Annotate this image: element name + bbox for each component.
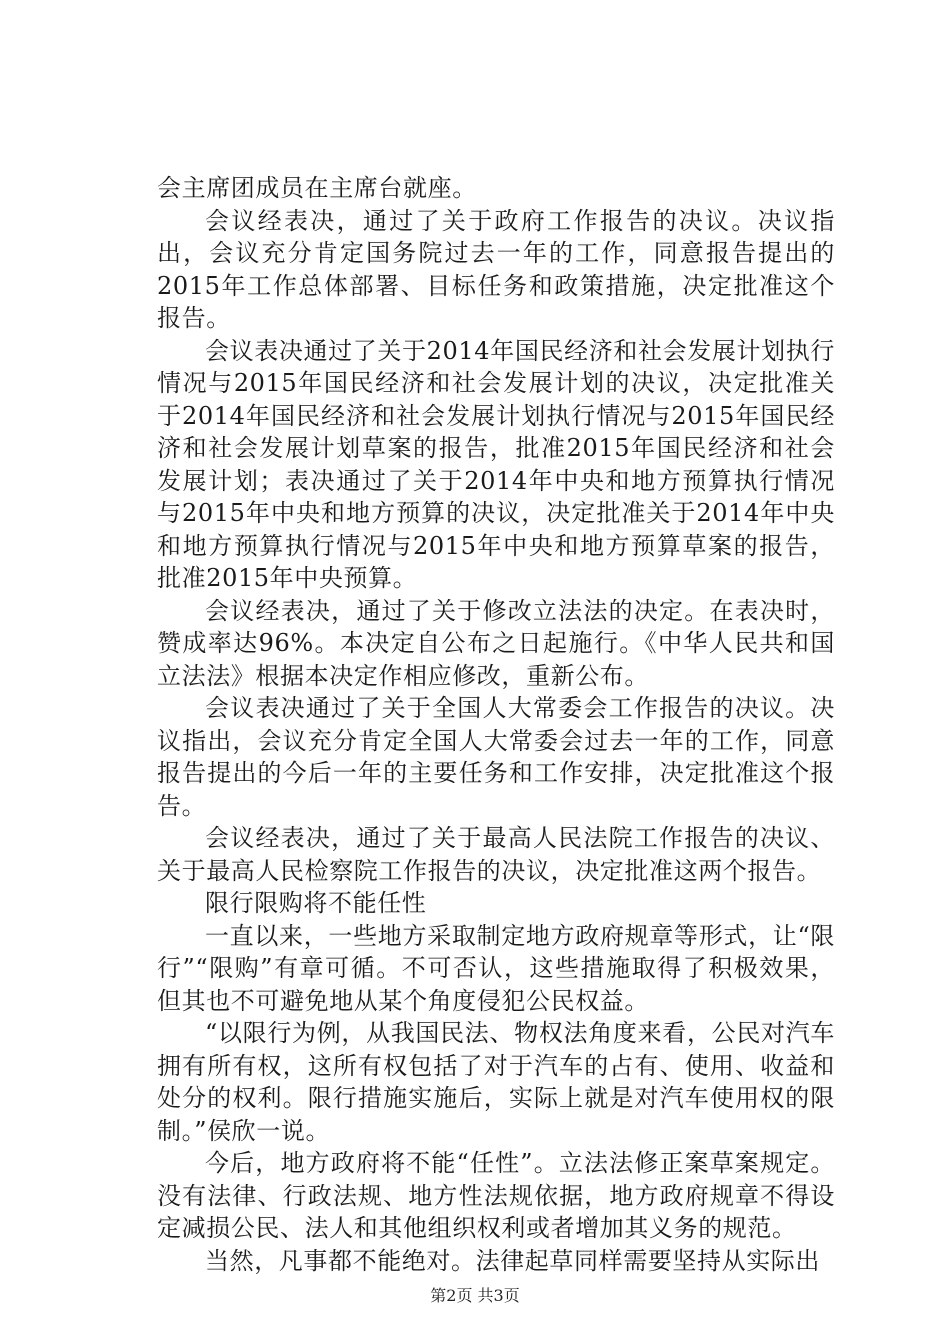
paragraph-6: 会议经表决，通过了关于最高人民法院工作报告的决议、关于最高人民检察院工作报告的决议，决定批准这两个报告。 — [157, 824, 835, 885]
paragraph-8: “以限行为例，从我国民法、物权法角度来看，公民对汽车拥有所有权，这所有权包括了对于汽车的占有、使用、收益和处分的权利。限行措施实施后，实际上就是对汽车使用权的限制。”侯欣一说。 — [157, 1019, 835, 1145]
section-heading: 限行限购将不能任性 — [205, 889, 427, 917]
paragraph-4: 会议经表决，通过了关于修改立法法的决定。在表决时，赞成率达96%。本决定自公布之日起施行。《中华人民共和国立法法》根据本决定作相应修改，重新公布。 — [157, 596, 835, 690]
paragraph-1: 会主席团成员在主席台就座。 — [157, 174, 477, 202]
page-number-footer: 第2页 共3页 — [430, 1286, 520, 1305]
document-body — [157, 172, 835, 1277]
paragraph-3: 会议表决通过了关于2014年国民经济和社会发展计划执行情况与2015年国民经济和社会发展计划的决议，决定批准关于2014年国民经济和社会发展计划执行情况与2015年国民经济和社会发展计划草案的报告，批准2015年国民经济和社会发展计划；表决通过了关于2014年中央和地方预算执行情况与2015年中央和地方预算的决议，决定批准关于2014年中央和地方预算执行情况与2015年中央和地方预算草案的报告，批准2015年中央预算。 — [157, 336, 835, 592]
paragraph-5: 会议表决通过了关于全国人大常委会工作报告的决议。决议指出，会议充分肯定全国人大常委会过去一年的工作，同意报告提出的今后一年的主要任务和工作安排，决定批准这个报告。 — [157, 694, 835, 820]
paragraph-2: 会议经表决，通过了关于政府工作报告的决议。决议指出，会议充分肯定国务院过去一年的工作，同意报告提出的2015年工作总体部署、目标任务和政策措施，决定批准这个报告。 — [157, 206, 835, 332]
paragraph-10: 当然，凡事都不能绝对。法律起草同样需要坚持从实际出 — [205, 1246, 820, 1275]
paragraph-9: 今后，地方政府将不能“任性”。立法法修正案草案规定。没有法律、行政法规、地方性法规依据，地方政府规章不得设定减损公民、法人和其他组织权利或者增加其义务的规范。 — [157, 1149, 835, 1242]
paragraph-7: 一直以来，一些地方采取制定地方政府规章等形式，让“限行”“限购”有章可循。不可否认，这些措施取得了积极效果，但其也不可避免地从某个角度侵犯公民权益。 — [157, 921, 835, 1015]
